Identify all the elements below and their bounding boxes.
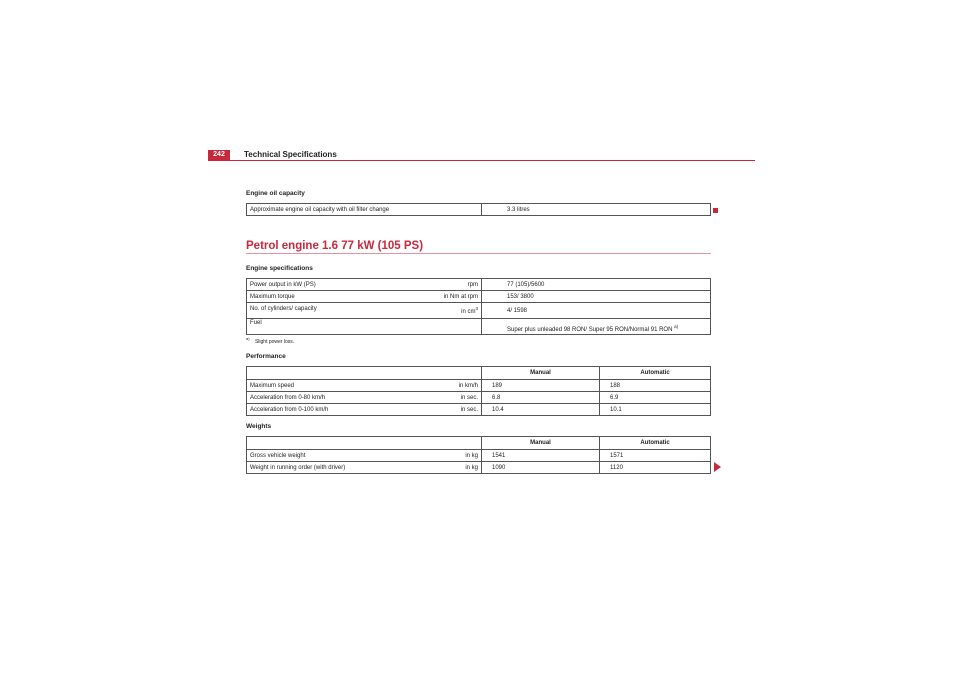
table-header-row	[247, 367, 711, 380]
performance-cell-label	[247, 392, 482, 404]
performance-cell-label	[247, 380, 482, 392]
engine-unit-text: in Nm at rpm	[443, 293, 478, 300]
engine-cell-value	[482, 319, 711, 335]
header-divider	[208, 160, 755, 161]
performance-unit-text: in sec.	[460, 406, 478, 413]
header-title: Technical Specifications	[244, 150, 337, 159]
weights-header-empty	[247, 437, 482, 450]
table-row	[247, 204, 711, 216]
weights-cell-label	[247, 462, 482, 474]
table-row	[247, 380, 711, 392]
section-end-icon	[713, 208, 718, 213]
engine-unit-base: in cm	[461, 309, 476, 315]
fuel-value-text: Super plus unleaded 98 RON/ Super 95 RON/Normal 91 RON	[507, 327, 673, 333]
performance-heading: Performance	[246, 353, 286, 360]
performance-label-text: Acceleration from 0-100 km/h	[250, 406, 329, 413]
table-row	[247, 319, 711, 335]
table-row	[247, 450, 711, 462]
engine-label-text: Power output in kW (PS)	[250, 281, 316, 288]
weights-cell-manual: 1541	[482, 450, 600, 462]
performance-table	[246, 366, 711, 416]
footnote-marker: a)	[246, 336, 250, 341]
engine-label-text: Maximum torque	[250, 293, 295, 300]
performance-cell-manual: 6.8	[482, 392, 600, 404]
performance-cell-automatic: 188	[600, 380, 711, 392]
weights-cell-automatic: 1120	[600, 462, 711, 474]
performance-label-text: Acceleration from 0-80 km/h	[250, 394, 326, 401]
weights-label-text: Weight in running order (with driver)	[250, 464, 346, 471]
section-title: Petrol engine 1.6 77 kW (105 PS)	[246, 240, 424, 252]
table-row	[247, 303, 711, 319]
oil-row-label	[247, 204, 482, 216]
weights-col-manual: Manual	[482, 437, 600, 450]
engine-cell-value: 77 (105)/5600	[482, 279, 711, 291]
continue-arrow-icon	[714, 462, 721, 472]
engine-cell-label	[247, 303, 482, 319]
weights-heading: Weights	[246, 423, 272, 430]
table-row	[247, 291, 711, 303]
engine-label-text: No. of cylinders/ capacity	[250, 306, 317, 312]
footnote-text: Slight power loss.	[254, 338, 295, 345]
table-row	[247, 404, 711, 416]
performance-cell-automatic: 6.9	[600, 392, 711, 404]
oil-row-value: 3.3 litres	[482, 204, 711, 216]
performance-cell-label	[247, 404, 482, 416]
weights-cell-automatic: 1571	[600, 450, 711, 462]
performance-cell-automatic: 10.1	[600, 404, 711, 416]
performance-label-text: Maximum speed	[250, 382, 295, 389]
engine-cell-value: 153/ 3800	[482, 291, 711, 303]
oil-table	[246, 203, 711, 216]
weights-table	[246, 436, 711, 474]
performance-unit-text: in km/h	[458, 382, 478, 389]
weights-unit-text: in kg	[465, 452, 478, 459]
engine-table	[246, 278, 711, 335]
performance-col-automatic: Automatic	[600, 367, 711, 380]
footnote	[246, 335, 294, 346]
weights-cell-label	[247, 450, 482, 462]
performance-cell-manual: 189	[482, 380, 600, 392]
table-row	[247, 279, 711, 291]
performance-unit-text: in sec.	[460, 394, 478, 401]
table-row	[247, 462, 711, 474]
engine-unit-text: rpm	[467, 281, 478, 288]
oil-label-text: Approximate engine oil capacity with oil filter change	[250, 206, 390, 213]
engine-cell-label	[247, 319, 482, 335]
engine-cell-label	[247, 279, 482, 291]
oil-heading: Engine oil capacity	[246, 190, 305, 197]
performance-col-manual: Manual	[482, 367, 600, 380]
engine-heading: Engine specifications	[246, 265, 313, 272]
performance-header-empty	[247, 367, 482, 380]
engine-unit-text	[461, 305, 478, 316]
section-title-divider	[246, 253, 711, 254]
table-row	[247, 392, 711, 404]
weights-cell-manual: 1090	[482, 462, 600, 474]
engine-cell-value: 4/ 1598	[482, 303, 711, 319]
page-number: 242	[208, 150, 230, 160]
fuel-footnote-marker: a)	[674, 324, 679, 329]
weights-col-automatic: Automatic	[600, 437, 711, 450]
weights-label-text: Gross vehicle weight	[250, 452, 306, 459]
engine-unit-sup: 3	[475, 306, 478, 311]
weights-unit-text: in kg	[465, 464, 478, 471]
performance-cell-manual: 10.4	[482, 404, 600, 416]
engine-cell-label	[247, 291, 482, 303]
engine-label-text: Fuel	[250, 320, 262, 326]
table-header-row	[247, 437, 711, 450]
